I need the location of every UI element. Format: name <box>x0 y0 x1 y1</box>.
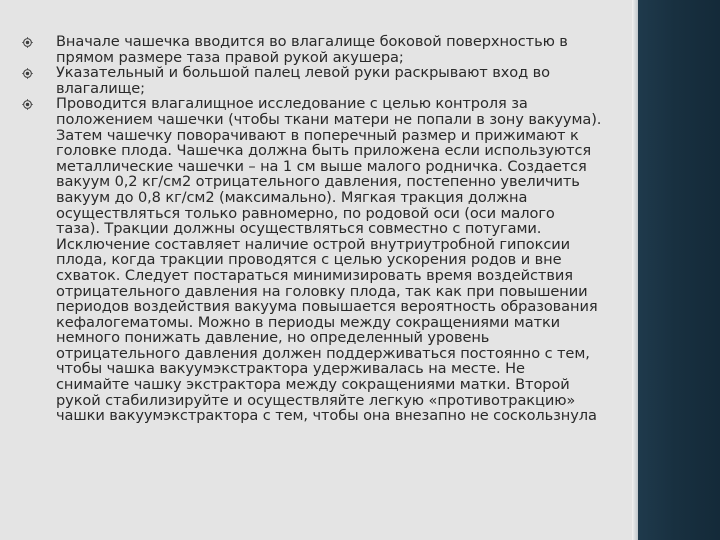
sun-bullet-icon <box>22 37 33 48</box>
list-item-text: Проводится влагалищное исследование с целью контроля за положением чашечки (чтобы ткани матери не попали в зону вакуума). Затем чашечку поворачивают в поперечный размер и прижимают к головке плода. Чашечка должна быть приложена если используются металлические чашечки – на 1 см выше малого родничка. Создается вакуум 0,2 кг/см2 отрицательного давления, постепенно увеличить вакуум до 0,8 кг/см2 (максимально). Мягкая тракция должна осуществляться только равномерно, по родовой оси (оси малого таза). Тракции должны осуществляться совместно с потугами. Исключение составляет наличие острой внутриутробной гипоксии плода, когда тракции проводятся с целью ускорения родов и вне схваток. Следует постараться минимизировать время воздействия отрицательного давления на головку плода, так как при повышении периодов воздействия вакуума повышается вероятность образования кефалогематомы. Можно в периоды между сокращениями матки немного понижать давление, но определенный уровень отрицательного давления должен поддерживаться постоянно с тем, чтобы чашка вакуумэкстрактора удерживалась на месте. Не снимайте чашку экстрактора между сокращениями матки. Второй рукой стабилизируйте и осуществляйте легкую «противотракцию» чашки вакуумэкстрактора с тем, чтобы она внезапно не соскользнула <box>56 95 602 425</box>
list-item <box>22 96 602 423</box>
sun-bullet-icon <box>22 99 33 110</box>
sun-bullet-icon <box>22 68 33 79</box>
slide-content <box>22 34 602 424</box>
list-item-text: Указательный и большой палец левой руки раскрывают вход во влагалище; <box>56 64 550 97</box>
list-item <box>22 65 602 96</box>
side-panel <box>638 0 720 540</box>
list-item <box>22 34 602 65</box>
bullet-list <box>22 34 602 424</box>
list-item-text: Вначале чашечка вводится во влагалище боковой поверхностью в прямом размере таза правой рукой акушера; <box>56 33 568 66</box>
